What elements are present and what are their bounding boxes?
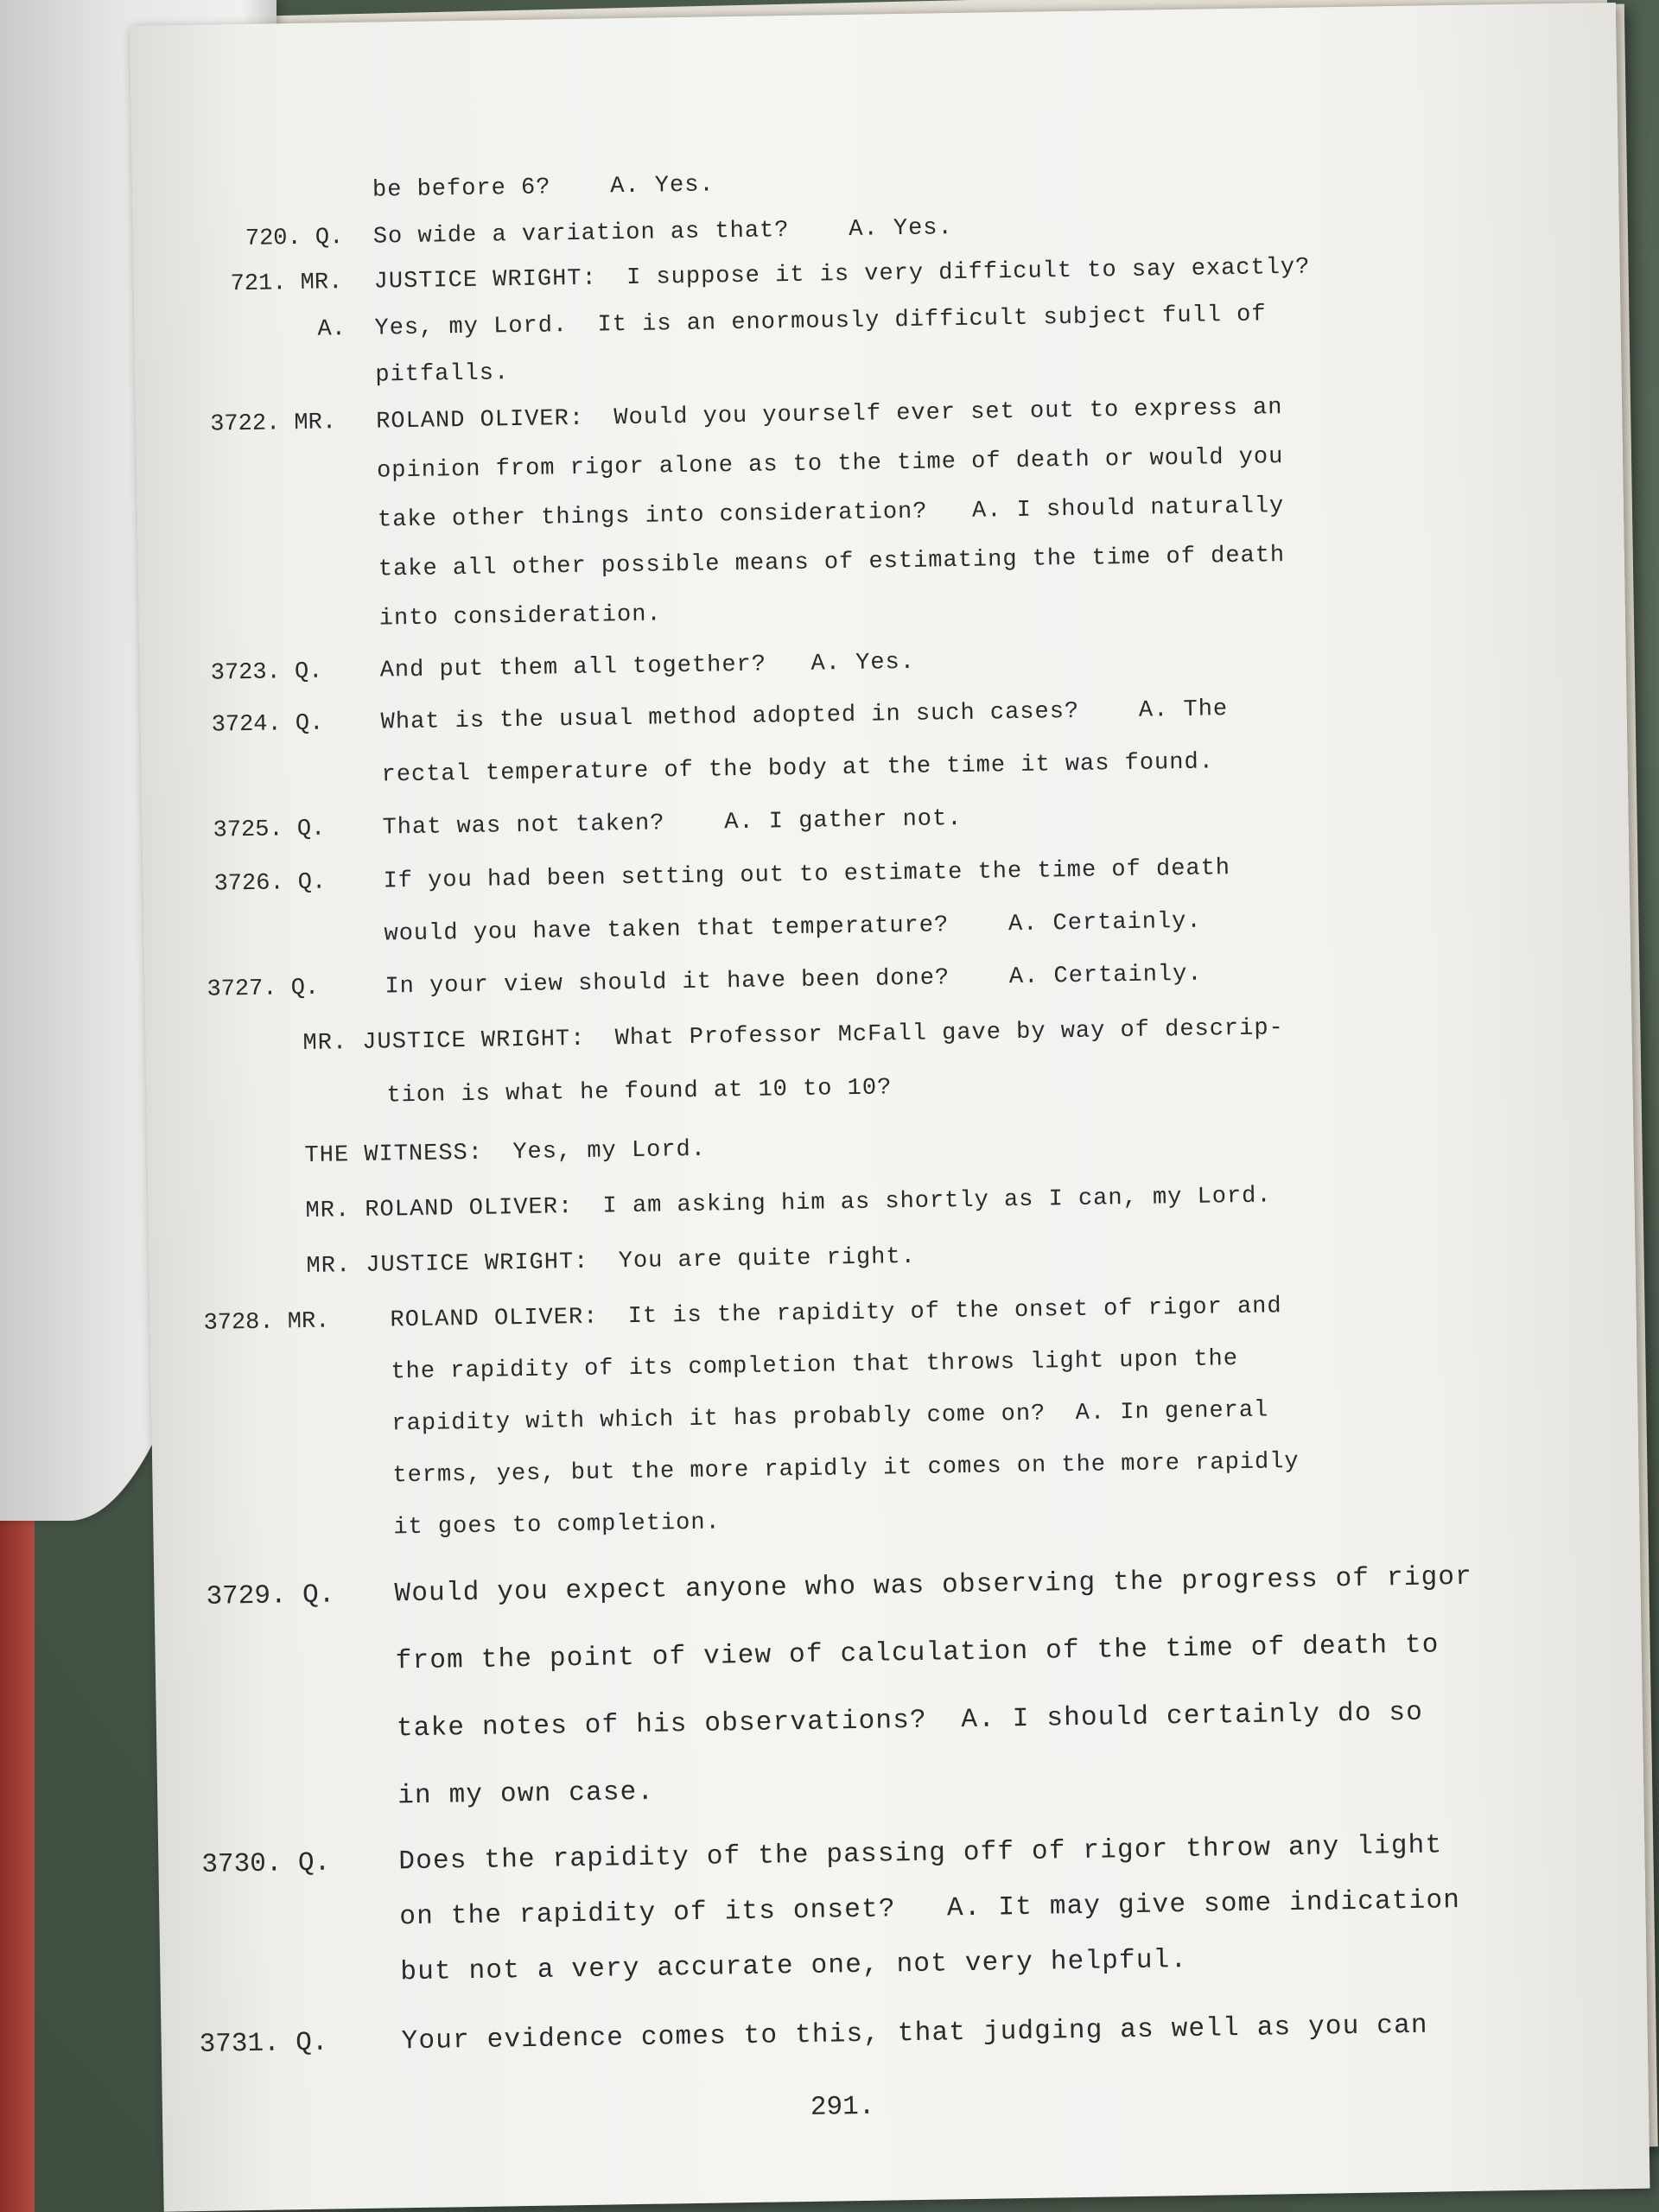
transcript-line: from the point of view of calculation of the time of death to: [395, 1630, 1440, 1677]
entry-number: 3724. Q.: [211, 710, 324, 739]
entry-number: 3726. Q.: [213, 869, 327, 898]
page-number: 291.: [810, 2091, 875, 2123]
transcript-line: In your view should it have been done? A. Certainly.: [385, 961, 1203, 1001]
transcript-line: THE WITNESS: Yes, my Lord.: [304, 1136, 707, 1169]
transcript-line: That was not taken? A. I gather not.: [382, 805, 963, 842]
entry-number: 3729. Q.: [206, 1580, 335, 1612]
transcript-line: on the rapidity of its onset? A. It may give some indication: [399, 1885, 1461, 1933]
entry-number: 3727. Q.: [207, 975, 320, 1003]
transcript-line: terms, yes, but the more rapidly it comes on the more rapidly: [392, 1448, 1300, 1490]
transcript-line: Does the rapidity of the passing off of rigor throw any light: [398, 1830, 1443, 1878]
transcript-line: tion is what he found at 10 to 10?: [386, 1075, 893, 1109]
transcript-line: opinion from rigor alone as to the time of death or would you: [376, 444, 1284, 485]
entry-number: 3723. Q.: [210, 658, 323, 687]
transcript-line: JUSTICE WRIGHT: I suppose it is very difficult to say exactly?: [373, 254, 1311, 296]
transcript-line: Your evidence comes to this, that judging as well as you can: [401, 2010, 1428, 2057]
transcript-line: pitfalls.: [375, 360, 510, 389]
transcript-line: take notes of his observations? A. I should certainly do so: [396, 1697, 1424, 1745]
transcript-line: it goes to completion.: [393, 1510, 721, 1541]
transcript-line: take other things into consideration? A. I should naturally: [377, 493, 1285, 534]
transcript-line: MR. ROLAND OLIVER: I am asking him as shortly as I can, my Lord.: [305, 1183, 1272, 1224]
entry-number: 3731. Q.: [199, 2027, 328, 2061]
transcript-line: in my own case.: [397, 1777, 655, 1812]
transcript-page: [130, 3, 1650, 2212]
transcript-line: Would you expect anyone who was observing the progress of rigor: [394, 1561, 1473, 1610]
transcript-line: but not a very accurate one, not very helpful.: [400, 1945, 1188, 1988]
transcript-line: take all other possible means of estimating the time of death: [378, 543, 1286, 583]
transcript-line: And put them all together? A. Yes.: [379, 649, 916, 684]
transcript-line: If you had been setting out to estimate the time of death: [383, 855, 1231, 895]
transcript-line: ROLAND OLIVER: Would you yourself ever set out to express an: [376, 395, 1283, 435]
transcript-line: MR. JUSTICE WRIGHT: You are quite right.: [306, 1243, 917, 1280]
entry-number: 721. MR.: [230, 270, 343, 298]
entry-number: 3728. MR.: [203, 1308, 330, 1337]
transcript-line: the rapidity of its completion that throws light upon the: [391, 1346, 1239, 1386]
transcript-line: So wide a variation as that? A. Yes.: [372, 215, 953, 251]
transcript-line: rectal temperature of the body at the time it was found.: [381, 749, 1215, 789]
transcript-line: into consideration.: [378, 601, 662, 632]
transcript-line: MR. JUSTICE WRIGHT: What Professor McFall gave by way of descrip-: [302, 1015, 1284, 1057]
transcript-line: What is the usual method adopted in such cases? A. The: [380, 696, 1229, 736]
entry-number: 3730. Q.: [201, 1847, 331, 1880]
entry-number: 3725. Q.: [213, 816, 326, 844]
transcript-line: be before 6? A. Yes.: [372, 172, 715, 204]
transcript-line: ROLAND OLIVER: It is the rapidity of the onset of rigor and: [390, 1294, 1282, 1334]
entry-number: 3722. MR.: [210, 410, 337, 438]
entry-number: 720. Q.: [245, 225, 344, 252]
transcript-line: rapidity with which it has probably come on? A. In general: [391, 1397, 1269, 1438]
book-cover-edge: [0, 1469, 35, 2212]
transcript-line: Yes, my Lord. It is an enormously difficult subject full of: [374, 302, 1267, 342]
transcript-text: [130, 3, 1650, 2212]
entry-number: A.: [317, 316, 346, 343]
transcript-line: would you have taken that temperature? A. Certainly.: [384, 908, 1202, 948]
